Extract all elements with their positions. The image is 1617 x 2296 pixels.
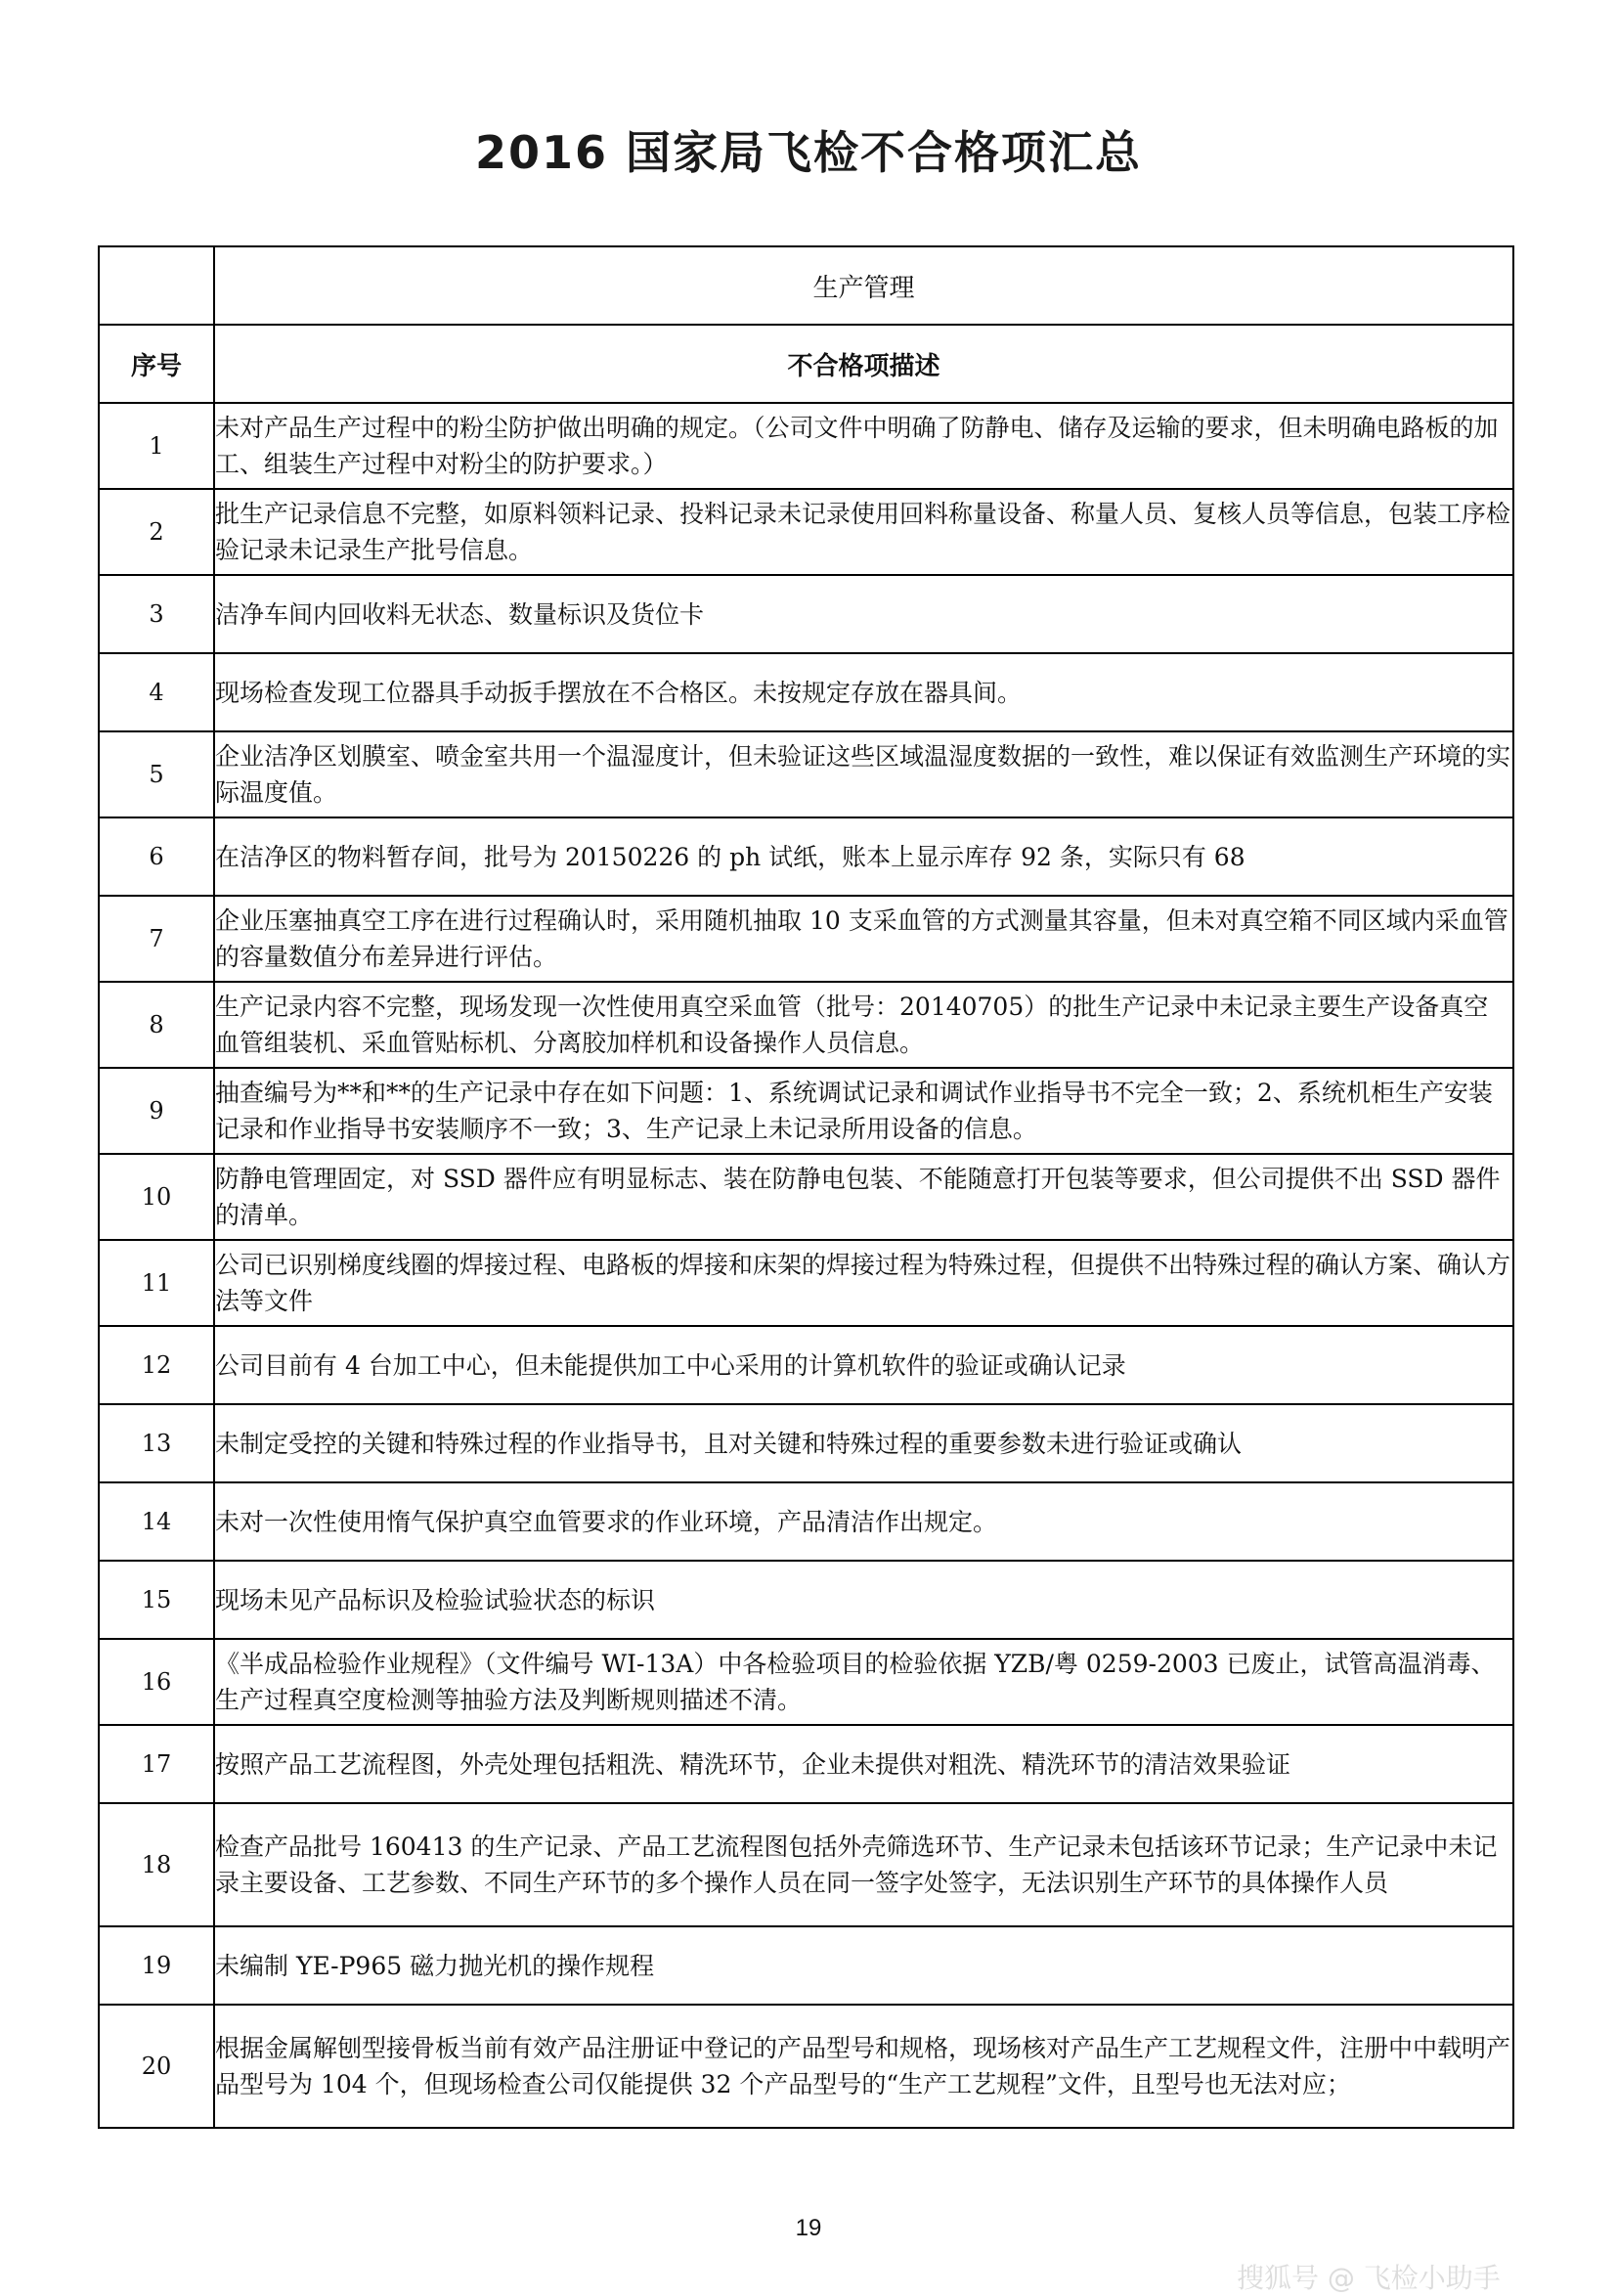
row-number: 10: [99, 1154, 214, 1240]
row-description: 洁净车间内回收料无状态、数量标识及货位卡: [214, 575, 1513, 653]
row-description: 未对产品生产过程中的粉尘防护做出明确的规定。（公司文件中明确了防静电、储存及运输的要求，但未明确电路板的加工、组装生产过程中对粉尘的防护要求。）: [214, 403, 1513, 489]
row-description: 按照产品工艺流程图，外壳处理包括粗洗、精洗环节，企业未提供对粗洗、精洗环节的清洁效果验证: [214, 1725, 1513, 1803]
table-row: [99, 1404, 1513, 1482]
table-row: [99, 489, 1513, 575]
row-description: 在洁净区的物料暂存间，批号为 20150226 的 ph 试纸，账本上显示库存 92 条，实际只有 68: [214, 817, 1513, 896]
table-row: [99, 1725, 1513, 1803]
row-number: 11: [99, 1240, 214, 1326]
row-number: 18: [99, 1803, 214, 1926]
row-description: 防静电管理固定，对 SSD 器件应有明显标志、装在防静电包装、不能随意打开包装等要求，但公司提供不出 SSD 器件的清单。: [214, 1154, 1513, 1240]
table-row: [99, 1154, 1513, 1240]
row-number: 20: [99, 2005, 214, 2128]
row-description: 未编制 YE-P965 磁力抛光机的操作规程: [214, 1926, 1513, 2005]
nonconformity-table: [98, 245, 1514, 2129]
table-row: [99, 575, 1513, 653]
row-number: 2: [99, 489, 214, 575]
table-row: [99, 1240, 1513, 1326]
row-number: 3: [99, 575, 214, 653]
table-row: [99, 1561, 1513, 1639]
row-description: 抽查编号为**和**的生产记录中存在如下问题：1、系统调试记录和调试作业指导书不完全一致；2、系统机柜生产安装记录和作业指导书安装顺序不一致；3、生产记录上未记录所用设备的信息。: [214, 1068, 1513, 1154]
row-number: 12: [99, 1326, 214, 1404]
table-row: [99, 1326, 1513, 1404]
table-row: [99, 1639, 1513, 1725]
row-description: 公司已识别梯度线圈的焊接过程、电路板的焊接和床架的焊接过程为特殊过程，但提供不出特殊过程的确认方案、确认方法等文件: [214, 1240, 1513, 1326]
watermark-text: 搜狐号 @ 飞检小助手: [1237, 2262, 1501, 2294]
row-description: 现场未见产品标识及检验试验状态的标识: [214, 1561, 1513, 1639]
row-description: 批生产记录信息不完整，如原料领料记录、投料记录未记录使用回料称量设备、称量人员、复核人员等信息，包装工序检验记录未记录生产批号信息。: [214, 489, 1513, 575]
row-number: 9: [99, 1068, 214, 1154]
row-number: 6: [99, 817, 214, 896]
row-description: 未对一次性使用惰气保护真空血管要求的作业环境，产品清洁作出规定。: [214, 1482, 1513, 1561]
row-number: 13: [99, 1404, 214, 1482]
row-number: 17: [99, 1725, 214, 1803]
row-description: 根据金属解刨型接骨板当前有效产品注册证中登记的产品型号和规格，现场核对产品生产工艺规程文件，注册中中载明产品型号为 104 个，但现场检查公司仅能提供 32 个产品型号的“生产工艺规程”文件，且型号也无法对应；: [214, 2005, 1513, 2128]
table-row: [99, 1068, 1513, 1154]
table-row: [99, 1482, 1513, 1561]
row-description: 《半成品检验作业规程》（文件编号 WI-13A）中各检验项目的检验依据 YZB/粤 0259-2003 已废止，试管高温消毒、生产过程真空度检测等抽验方法及判断规则描述不清。: [214, 1639, 1513, 1725]
row-description: 现场检查发现工位器具手动扳手摆放在不合格区。未按规定存放在器具间。: [214, 653, 1513, 731]
table-row: [99, 817, 1513, 896]
row-number: 19: [99, 1926, 214, 2005]
table-row: [99, 896, 1513, 982]
column-header-description: 不合格项描述: [214, 325, 1513, 403]
page-number: 19: [795, 2215, 822, 2241]
column-header-number: 序号: [99, 325, 214, 403]
row-description: 未制定受控的关键和特殊过程的作业指导书，且对关键和特殊过程的重要参数未进行验证或确认: [214, 1404, 1513, 1482]
section-header: 生产管理: [214, 246, 1513, 325]
row-number: 5: [99, 731, 214, 817]
row-number: 15: [99, 1561, 214, 1639]
row-number: 7: [99, 896, 214, 982]
row-number: 14: [99, 1482, 214, 1561]
row-description: 公司目前有 4 台加工中心，但未能提供加工中心采用的计算机软件的验证或确认记录: [214, 1326, 1513, 1404]
table-row: [99, 1926, 1513, 2005]
row-description: 企业压塞抽真空工序在进行过程确认时，采用随机抽取 10 支采血管的方式测量其容量，但未对真空箱不同区域内采血管的容量数值分布差异进行评估。: [214, 896, 1513, 982]
table-row: [99, 1803, 1513, 1926]
section-header-empty-cell: [99, 246, 214, 325]
table-row: [99, 403, 1513, 489]
table-row: [99, 653, 1513, 731]
table-row: [99, 2005, 1513, 2128]
row-description: 企业洁净区划膜室、喷金室共用一个温湿度计，但未验证这些区域温湿度数据的一致性，难以保证有效监测生产环境的实际温度值。: [214, 731, 1513, 817]
row-description: 检查产品批号 160413 的生产记录、产品工艺流程图包括外壳筛选环节、生产记录未包括该环节记录；生产记录中未记录主要设备、工艺参数、不同生产环节的多个操作人员在同一签字处签字，无法识别生产环节的具体操作人员: [214, 1803, 1513, 1926]
column-header-row: [99, 325, 1513, 403]
row-number: 16: [99, 1639, 214, 1725]
row-description: 生产记录内容不完整，现场发现一次性使用真空采血管（批号：20140705）的批生产记录中未记录主要生产设备真空血管组装机、采血管贴标机、分离胶加样机和设备操作人员信息。: [214, 982, 1513, 1068]
table-row: [99, 731, 1513, 817]
row-number: 1: [99, 403, 214, 489]
table-row: [99, 982, 1513, 1068]
row-number: 4: [99, 653, 214, 731]
document-title: 2016 国家局飞检不合格项汇总: [474, 126, 1143, 179]
section-header-row: [99, 246, 1513, 325]
row-number: 8: [99, 982, 214, 1068]
